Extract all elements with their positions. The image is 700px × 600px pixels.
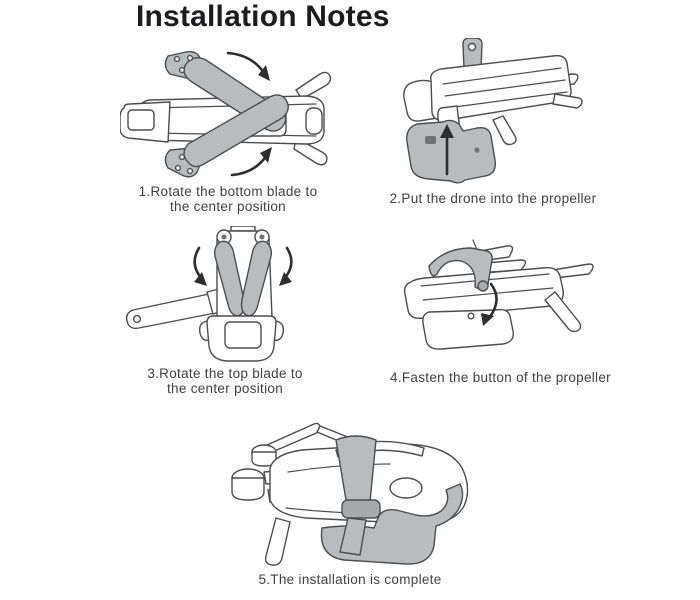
- step-5: [210, 416, 490, 588]
- step-2: [368, 38, 618, 207]
- caption-line: the center position: [166, 380, 284, 396]
- step5-illustration-complete-icon: [210, 416, 490, 568]
- caption-line: 5.The installation is complete: [258, 572, 442, 587]
- drone-body: [405, 240, 593, 349]
- step-3: [105, 226, 345, 396]
- caption-line: 3.Rotate the top blade to: [147, 366, 303, 381]
- caption-line: 1.Rotate the bottom blade to: [138, 184, 318, 199]
- landing-leg: [266, 518, 290, 565]
- step1-illustration-drone-top-view-icon: [120, 46, 336, 182]
- step-4: [378, 238, 623, 386]
- caption-line: the center position: [169, 198, 286, 214]
- step4-illustration-fasten-button-icon: [403, 238, 598, 362]
- page-title: Installation Notes: [136, 0, 390, 33]
- propeller-holder: [407, 120, 496, 182]
- propeller-holder: [199, 316, 283, 361]
- step1-caption: [139, 185, 318, 214]
- step3-illustration-top-blades-icon: [123, 226, 328, 362]
- step2-illustration-drone-into-holder-icon: [403, 38, 583, 188]
- step-1: [108, 46, 348, 214]
- step4-caption: [390, 371, 611, 386]
- step3-caption: [147, 367, 302, 396]
- step2-caption: [390, 192, 597, 207]
- caption-line: 2.Put the drone into the propeller: [389, 191, 597, 206]
- caption-line: 4.Fasten the button of the propeller: [390, 370, 611, 385]
- step5-caption: [258, 573, 441, 588]
